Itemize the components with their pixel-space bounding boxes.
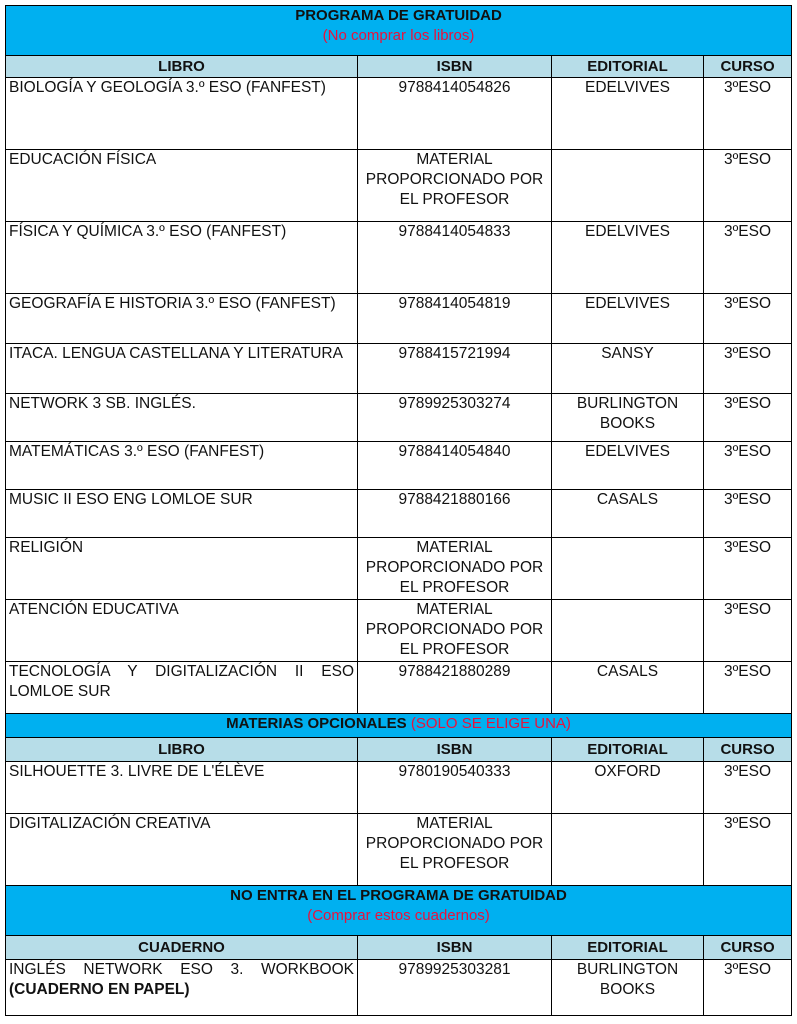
- table-row: [6, 814, 792, 886]
- curso: 3ºESO: [704, 78, 792, 150]
- editorial: CASALS: [552, 662, 704, 714]
- curso: 3ºESO: [704, 600, 792, 662]
- book-title: NETWORK 3 SB. INGLÉS.: [6, 394, 358, 442]
- curso: 3ºESO: [704, 960, 792, 1016]
- header-cuaderno: CUADERNO: [6, 936, 358, 960]
- book-title: TECNOLOGÍA Y DIGITALIZACIÓN II ESO LOMLOE SUR: [6, 662, 358, 714]
- curso: 3ºESO: [704, 490, 792, 538]
- header-row: [6, 56, 792, 78]
- table-row: [6, 538, 792, 600]
- editorial: [552, 150, 704, 222]
- section-title: [6, 886, 792, 936]
- header-libro: LIBRO: [6, 738, 358, 762]
- book-title: MUSIC II ESO ENG LOMLOE SUR: [6, 490, 358, 538]
- book-title: GEOGRAFÍA E HISTORIA 3.º ESO (FANFEST): [6, 294, 358, 344]
- curso: 3ºESO: [704, 814, 792, 886]
- section-title-row: [6, 6, 792, 56]
- header-curso: CURSO: [704, 738, 792, 762]
- editorial: SANSY: [552, 344, 704, 394]
- header-row: [6, 738, 792, 762]
- isbn: MATERIAL PROPORCIONADO POR EL PROFESOR: [358, 538, 552, 600]
- editorial: CASALS: [552, 490, 704, 538]
- editorial: EDELVIVES: [552, 222, 704, 294]
- table-row: [6, 762, 792, 814]
- book-title: SILHOUETTE 3. LIVRE DE L'ÉLÈVE: [6, 762, 358, 814]
- editorial: BURLINGTON BOOKS: [552, 394, 704, 442]
- curso: 3ºESO: [704, 344, 792, 394]
- header-editorial: EDITORIAL: [552, 56, 704, 78]
- curso: 3ºESO: [704, 222, 792, 294]
- editorial: EDELVIVES: [552, 442, 704, 490]
- section-title-text: NO ENTRA EN EL PROGRAMA DE GRATUIDAD: [230, 887, 567, 904]
- isbn: 9788415721994: [358, 344, 552, 394]
- header-editorial: EDITORIAL: [552, 738, 704, 762]
- table-row: [6, 490, 792, 538]
- table-row: [6, 662, 792, 714]
- book-list-table: [5, 5, 792, 1016]
- isbn: 9788414054826: [358, 78, 552, 150]
- book-title: [6, 960, 358, 1016]
- table-row: [6, 442, 792, 490]
- section-subtitle: (Comprar estos cuadernos): [307, 907, 490, 924]
- header-isbn: ISBN: [358, 738, 552, 762]
- isbn: 9788421880289: [358, 662, 552, 714]
- workbook-title: INGLÉS NETWORK ESO 3. WORKBOOK: [9, 961, 354, 978]
- table-row: [6, 394, 792, 442]
- isbn: MATERIAL PROPORCIONADO POR EL PROFESOR: [358, 814, 552, 886]
- section-subtitle: (No comprar los libros): [322, 27, 475, 44]
- editorial: OXFORD: [552, 762, 704, 814]
- isbn: 9788414054819: [358, 294, 552, 344]
- header-libro: LIBRO: [6, 56, 358, 78]
- curso: 3ºESO: [704, 294, 792, 344]
- table-row: [6, 150, 792, 222]
- isbn: 9789925303274: [358, 394, 552, 442]
- table-row: [6, 294, 792, 344]
- header-curso: CURSO: [704, 56, 792, 78]
- header-curso: CURSO: [704, 936, 792, 960]
- editorial: EDELVIVES: [552, 294, 704, 344]
- curso: 3ºESO: [704, 538, 792, 600]
- workbook-note: (CUADERNO EN PAPEL): [9, 981, 190, 998]
- isbn: 9788414054840: [358, 442, 552, 490]
- book-title: RELIGIÓN: [6, 538, 358, 600]
- curso: 3ºESO: [704, 442, 792, 490]
- header-editorial: EDITORIAL: [552, 936, 704, 960]
- section-title: [6, 6, 792, 56]
- table-row: [6, 344, 792, 394]
- header-isbn: ISBN: [358, 56, 552, 78]
- header-row: [6, 936, 792, 960]
- editorial: [552, 814, 704, 886]
- book-title: BIOLOGÍA Y GEOLOGÍA 3.º ESO (FANFEST): [6, 78, 358, 150]
- curso: 3ºESO: [704, 394, 792, 442]
- book-title: MATEMÁTICAS 3.º ESO (FANFEST): [6, 442, 358, 490]
- isbn: MATERIAL PROPORCIONADO POR EL PROFESOR: [358, 600, 552, 662]
- table-row: [6, 222, 792, 294]
- isbn: 9788421880166: [358, 490, 552, 538]
- curso: 3ºESO: [704, 762, 792, 814]
- editorial: [552, 538, 704, 600]
- section-subtitle: (SOLO SE ELIGE UNA): [410, 715, 571, 732]
- book-title: EDUCACIÓN FÍSICA: [6, 150, 358, 222]
- isbn: MATERIAL PROPORCIONADO POR EL PROFESOR: [358, 150, 552, 222]
- isbn: 9789925303281: [358, 960, 552, 1016]
- table-row: [6, 600, 792, 662]
- section-title-row: [6, 714, 792, 738]
- header-isbn: ISBN: [358, 936, 552, 960]
- isbn: 9788414054833: [358, 222, 552, 294]
- book-title: ITACA. LENGUA CASTELLANA Y LITERATURA: [6, 344, 358, 394]
- section-title-text: MATERIAS OPCIONALES: [226, 715, 407, 732]
- editorial: EDELVIVES: [552, 78, 704, 150]
- editorial: [552, 600, 704, 662]
- editorial: BURLINGTON BOOKS: [552, 960, 704, 1016]
- section-title: [6, 714, 792, 738]
- book-title: ATENCIÓN EDUCATIVA: [6, 600, 358, 662]
- book-title: FÍSICA Y QUÍMICA 3.º ESO (FANFEST): [6, 222, 358, 294]
- table-row: [6, 78, 792, 150]
- isbn: 9780190540333: [358, 762, 552, 814]
- section-title-text: PROGRAMA DE GRATUIDAD: [295, 7, 502, 24]
- book-title: DIGITALIZACIÓN CREATIVA: [6, 814, 358, 886]
- table-row: [6, 960, 792, 1016]
- curso: 3ºESO: [704, 662, 792, 714]
- curso: 3ºESO: [704, 150, 792, 222]
- section-title-row: [6, 886, 792, 936]
